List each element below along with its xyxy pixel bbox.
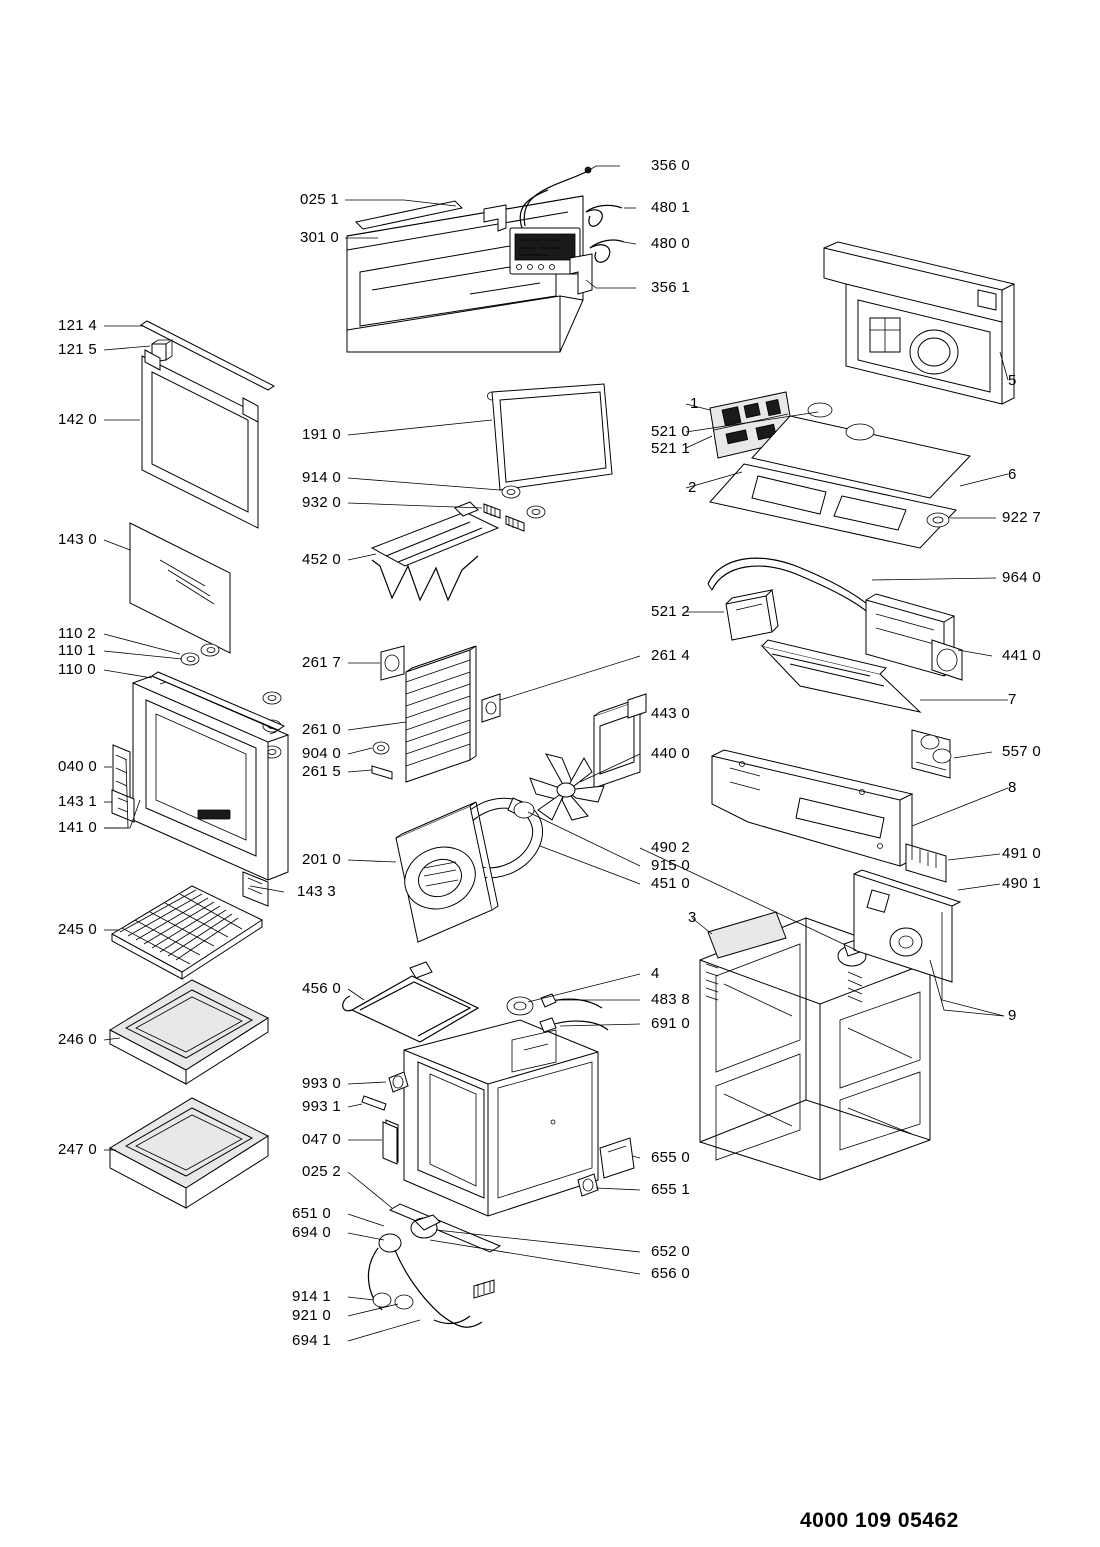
part-label-483-8: 483 8 bbox=[651, 991, 691, 1008]
part-label-141-0: 141 0 bbox=[58, 819, 98, 836]
part-label-521-2: 521 2 bbox=[651, 603, 691, 620]
part-label-301-0: 301 0 bbox=[300, 229, 340, 246]
part-label-8: 8 bbox=[1008, 779, 1017, 796]
part-label-143-0: 143 0 bbox=[58, 531, 98, 548]
part-label-247-0: 247 0 bbox=[58, 1141, 98, 1158]
baking-tray-group bbox=[110, 980, 268, 1084]
part-label-557-0: 557 0 bbox=[1002, 743, 1042, 760]
part-label-261-7: 261 7 bbox=[302, 654, 342, 671]
part-label-480-0: 480 0 bbox=[651, 235, 691, 252]
door-outer-panel-group bbox=[130, 321, 274, 653]
part-label-451-0: 451 0 bbox=[651, 875, 691, 892]
part-label-521-0: 521 0 bbox=[651, 423, 691, 440]
document-code: 4000 109 05462 bbox=[800, 1509, 959, 1532]
part-label-691-0: 691 0 bbox=[651, 1015, 691, 1032]
part-label-656-0: 656 0 bbox=[651, 1265, 691, 1282]
part-label-261-0: 261 0 bbox=[302, 721, 342, 738]
part-label-191-0: 191 0 bbox=[302, 426, 342, 443]
part-label-9: 9 bbox=[1008, 1007, 1017, 1024]
part-label-452-0: 452 0 bbox=[302, 551, 342, 568]
part-label-261-4: 261 4 bbox=[651, 647, 691, 664]
part-label-440-0: 440 0 bbox=[651, 745, 691, 762]
part-label-5: 5 bbox=[1008, 372, 1017, 389]
part-label-1: 1 bbox=[690, 395, 699, 412]
part-label-655-1: 655 1 bbox=[651, 1181, 691, 1198]
part-label-6: 6 bbox=[1008, 466, 1017, 483]
part-label-480-1: 480 1 bbox=[651, 199, 691, 216]
fasteners-group bbox=[484, 486, 545, 531]
part-label-521-1: 521 1 bbox=[651, 440, 691, 457]
part-label-7: 7 bbox=[1008, 691, 1017, 708]
main-pcb-group bbox=[710, 392, 970, 548]
part-label-356-1: 356 1 bbox=[651, 279, 691, 296]
part-label-110-2: 110 2 bbox=[58, 625, 96, 642]
part-label-993-1: 993 1 bbox=[302, 1098, 342, 1115]
part-label-914-0: 914 0 bbox=[302, 469, 342, 486]
part-label-921-0: 921 0 bbox=[292, 1307, 332, 1324]
control-panel-assembly bbox=[347, 167, 624, 352]
deep-tray-group bbox=[110, 1098, 268, 1208]
part-label-246-0: 246 0 bbox=[58, 1031, 98, 1048]
rear-panel-group bbox=[824, 242, 1014, 404]
part-label-651-0: 651 0 bbox=[292, 1205, 332, 1222]
part-label-914-1: 914 1 bbox=[292, 1288, 332, 1305]
part-label-932-0: 932 0 bbox=[302, 494, 342, 511]
part-label-047-0: 047 0 bbox=[302, 1131, 342, 1148]
part-label-993-0: 993 0 bbox=[302, 1075, 342, 1092]
door-assembly-group bbox=[112, 644, 288, 906]
part-label-490-2: 490 2 bbox=[651, 839, 691, 856]
oven-cavity-group bbox=[362, 1020, 634, 1327]
part-label-2: 2 bbox=[688, 479, 697, 496]
part-label-964-0: 964 0 bbox=[1002, 569, 1042, 586]
part-label-261-5: 261 5 bbox=[302, 763, 342, 780]
base-panel-group bbox=[712, 730, 951, 866]
part-label-922-7: 922 7 bbox=[1002, 509, 1042, 526]
part-label-142-0: 142 0 bbox=[58, 411, 98, 428]
part-label-904-0: 904 0 bbox=[302, 745, 342, 762]
part-label-652-0: 652 0 bbox=[651, 1243, 691, 1260]
part-label-201-0: 201 0 bbox=[302, 851, 342, 868]
part-label-356-0: 356 0 bbox=[651, 157, 691, 174]
part-label-655-0: 655 0 bbox=[651, 1149, 691, 1166]
part-label-443-0: 443 0 bbox=[651, 705, 691, 722]
part-label-490-1: 490 1 bbox=[1002, 875, 1042, 892]
part-label-121-4: 121 4 bbox=[58, 317, 98, 334]
part-label-3: 3 bbox=[688, 909, 697, 926]
part-label-694-1: 694 1 bbox=[292, 1332, 332, 1349]
part-label-915-0: 915 0 bbox=[651, 857, 691, 874]
part-label-456-0: 456 0 bbox=[302, 980, 342, 997]
part-label-040-0: 040 0 bbox=[58, 758, 98, 775]
part-label-110-1: 110 1 bbox=[58, 642, 96, 659]
lower-heating-element bbox=[343, 962, 478, 1042]
side-rack-group bbox=[372, 646, 500, 782]
part-label-025-2: 025 2 bbox=[302, 1163, 342, 1180]
part-label-491-0: 491 0 bbox=[1002, 845, 1042, 862]
part-label-4: 4 bbox=[651, 965, 660, 982]
transformer-box bbox=[726, 590, 778, 640]
wire-shelf-group bbox=[112, 886, 262, 979]
fan-motor-group bbox=[762, 594, 962, 712]
part-label-143-3: 143 3 bbox=[297, 883, 337, 900]
part-label-245-0: 245 0 bbox=[58, 921, 98, 938]
part-label-025-1: 025 1 bbox=[300, 191, 340, 208]
part-label-121-5: 121 5 bbox=[58, 341, 98, 358]
grill-heating-element bbox=[372, 502, 498, 600]
part-label-143-1: 143 1 bbox=[58, 793, 98, 810]
part-label-441-0: 441 0 bbox=[1002, 647, 1042, 664]
part-label-694-0: 694 0 bbox=[292, 1224, 332, 1241]
oven-door-seal bbox=[488, 384, 613, 490]
part-label-110-0: 110 0 bbox=[58, 661, 96, 678]
